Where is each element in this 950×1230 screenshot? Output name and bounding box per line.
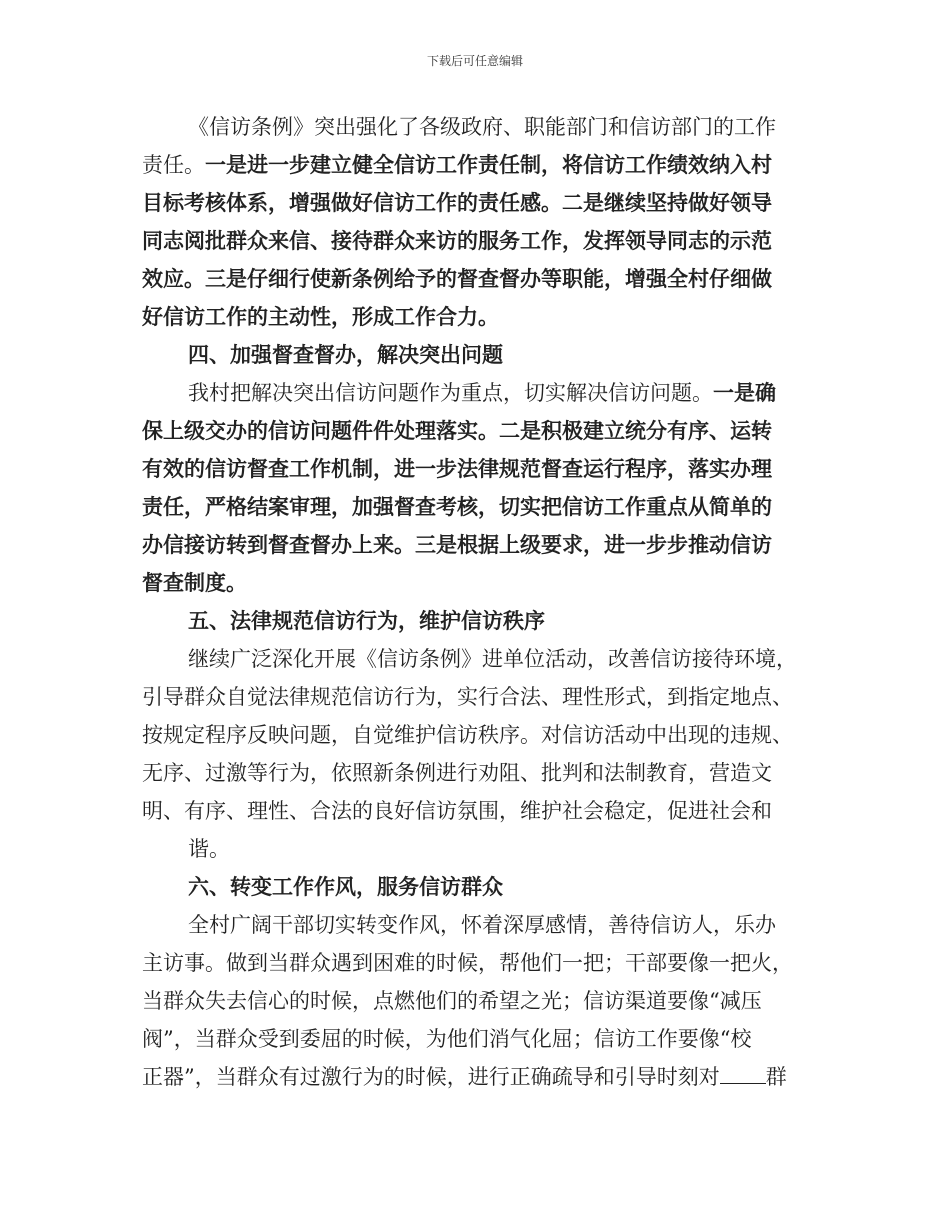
text-span: 正器”，当群众有过激行为的时候，进行正确疏导和引导时刻对 — [142, 1065, 720, 1089]
bold-text-span: 一是确 — [713, 380, 776, 405]
paragraph-line: 无序、过激等行为，依照新条例进行劝阻、批判和法制教育，营造文 — [142, 761, 772, 785]
document-body — [142, 108, 822, 1096]
paragraph-line: 继续广泛深化开展《信访条例》进单位活动，改善信访接待环境， — [188, 647, 797, 671]
section-heading: 六、转变工作作风，服务信访群众 — [188, 874, 503, 899]
paragraph-line: 全村广阔干部切实转变作风，怀着深厚感情，善待信访人，乐办 — [188, 913, 776, 937]
text-span: 群 — [765, 1065, 787, 1089]
bold-text-span: 一是进一步建立健全信访工作责任制，将信访工作绩效纳入村 — [205, 152, 772, 177]
paragraph-line: 办信接访转到督查督办上来。三是根据上级要求，进一步步推动信访 — [142, 532, 772, 557]
paragraph-line: 目标考核体系，增强做好信访工作的责任感。二是继续坚持做好领导 — [142, 190, 772, 215]
paragraph-line: 按规定程序反映问题，自觉维护信访秩序。对信访活动中出现的违规、 — [142, 723, 793, 747]
paragraph-line: 引导群众自觉法律规范信访行为，实行合法、理性形式，到指定地点、 — [142, 685, 793, 709]
paragraph-line: 督查制度。 — [142, 570, 247, 595]
fill-in-blank — [720, 1059, 766, 1084]
section-heading: 四、加强督查督办，解决突出问题 — [188, 342, 503, 367]
paragraph-line: 阀”，当群众受到委屈的时候，为他们消气化屈；信访工作要像“校 — [142, 1027, 752, 1051]
paragraph-line: 《信访条例》突出强化了各级政府、职能部门和信访部门的工作 — [188, 115, 776, 139]
paragraph-line: 谐。 — [188, 837, 230, 861]
paragraph-line — [142, 374, 822, 412]
text-span: 我村把解决突出信访问题作为重点，切实解决信访问题。 — [188, 381, 713, 405]
text-span: 责任。 — [142, 153, 205, 177]
paragraph-line: 保上级交办的信访问题件件处理落实。二是积极建立统分有序、运转 — [142, 418, 772, 443]
paragraph-line: 有效的信访督查工作机制，进一步法律规范督查运行程序，落实办理 — [142, 456, 772, 481]
paragraph-line: 好信访工作的主动性，形成工作合力。 — [142, 304, 499, 329]
paragraph-line: 当群众失去信心的时候，点燃他们的希望之光；信访渠道要像“减压 — [142, 989, 762, 1013]
paragraph-line: 同志阅批群众来信、接待群众来访的服务工作，发挥领导同志的示范 — [142, 228, 772, 253]
paragraph-line — [142, 146, 822, 184]
paragraph-line — [142, 1058, 822, 1096]
paragraph-line: 效应。三是仔细行使新条例给予的督查督办等职能，增强全村仔细做 — [142, 266, 772, 291]
paragraph-line: 明、有序、理性、合法的良好信访氛围，维护社会稳定，促进社会和 — [142, 799, 772, 823]
paragraph-line: 责任，严格结案审理，加强督查考核，切实把信访工作重点从简单的 — [142, 494, 772, 519]
section-heading: 五、法律规范信访行为，维护信访秩序 — [188, 608, 545, 633]
paragraph-line: 主访事。做到当群众遇到困难的时候，帮他们一把；干部要像一把火， — [142, 951, 793, 975]
page-header-note: 下载后可任意编辑 — [426, 54, 523, 68]
